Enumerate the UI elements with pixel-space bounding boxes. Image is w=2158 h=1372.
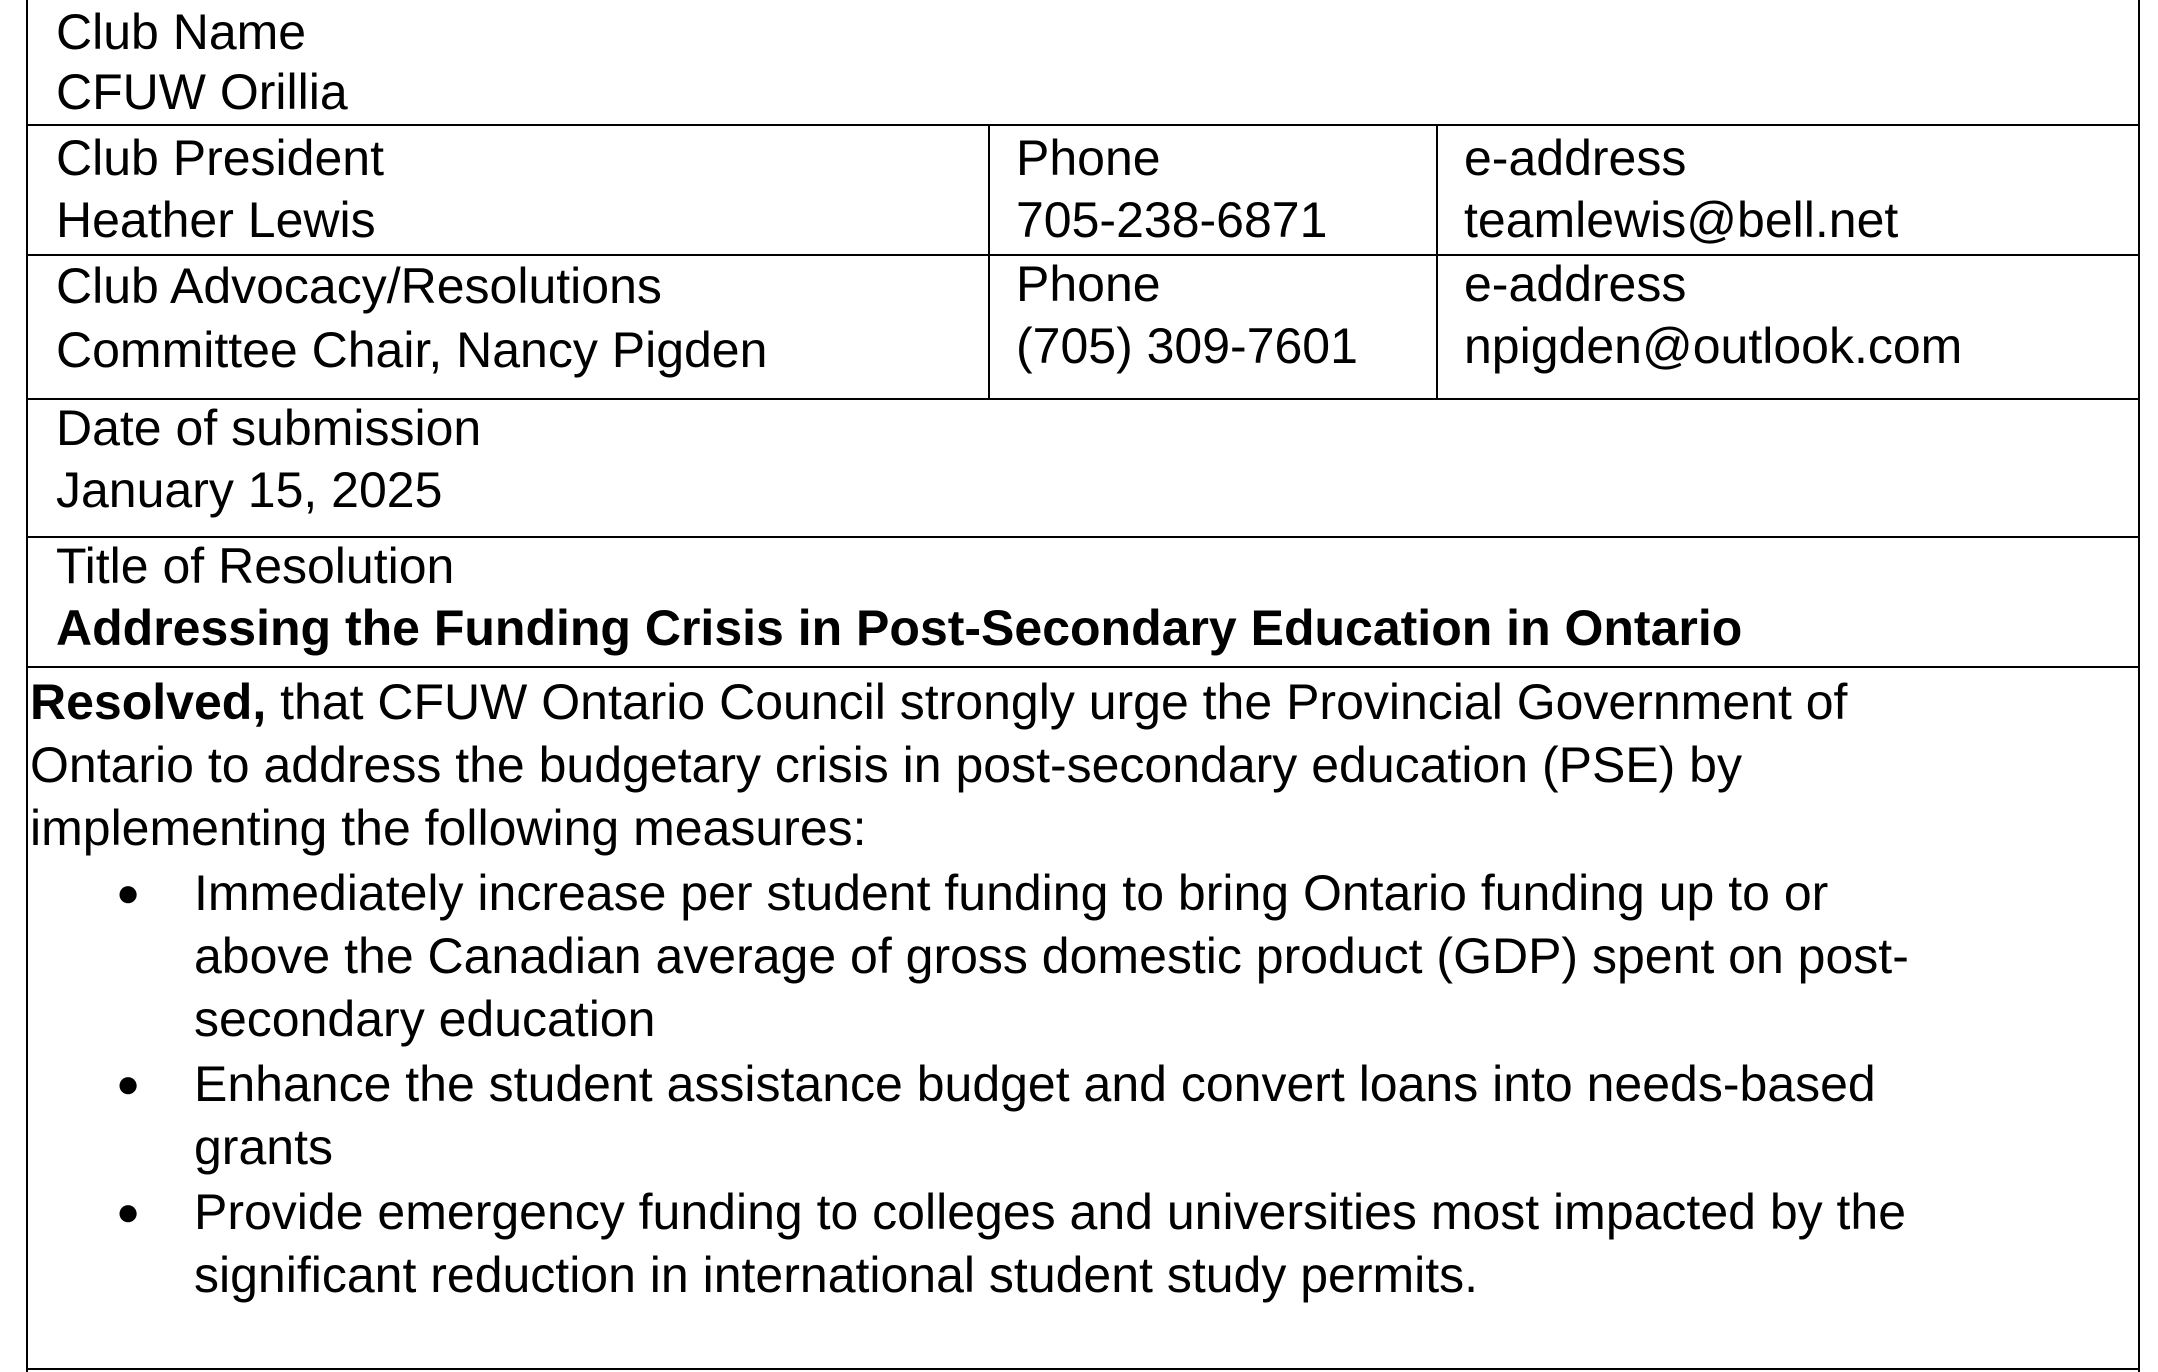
- advocacy-phone-label: Phone: [1016, 256, 1161, 312]
- club-name-row: [28, 0, 2138, 126]
- bullet-icon: ●: [116, 1190, 141, 1234]
- president-phone-cell: [988, 126, 1436, 254]
- advocacy-label: Club Advocacy/Resolutions: [56, 258, 662, 314]
- bullet-3-line-2: significant reduction in international student study permits.: [194, 1247, 1479, 1303]
- resolution-title-label: Title of Resolution: [56, 538, 455, 594]
- president-label: Club President: [56, 130, 384, 186]
- bullet-3-line-1: Provide emergency funding to colleges and universities most impacted by the: [194, 1184, 1907, 1240]
- bullet-icon: ●: [116, 871, 141, 915]
- president-name: Heather Lewis: [56, 192, 376, 248]
- club-name-value: CFUW Orillia: [56, 64, 348, 120]
- bullet-1-line-1: Immediately increase per student funding to bring Ontario funding up to or: [194, 865, 1829, 921]
- president-email-cell: [1436, 126, 2138, 254]
- advocacy-email: npigden@outlook.com: [1464, 318, 1963, 374]
- submission-label: Date of submission: [56, 400, 482, 456]
- bullet-2-line-1: Enhance the student assistance budget and convert loans into needs-based: [194, 1056, 1876, 1112]
- resolution-line-3: implementing the following measures:: [30, 800, 867, 856]
- advocacy-phone-cell: [988, 256, 1436, 398]
- president-email-label: e-address: [1464, 130, 1687, 186]
- resolution-line-2: Ontario to address the budgetary crisis in post-secondary education (PSE) by: [30, 737, 1742, 793]
- submission-row: [28, 400, 2138, 538]
- bullet-icon: ●: [116, 1062, 141, 1106]
- bullet-1-line-2: above the Canadian average of gross domestic product (GDP) spent on post-: [194, 928, 1909, 984]
- resolution-form-table: [26, 0, 2140, 1372]
- advocacy-email-label: e-address: [1464, 256, 1687, 312]
- submission-date: January 15, 2025: [56, 462, 443, 518]
- resolution-line-1-text: that CFUW Ontario Council strongly urge the Provincial Government of: [266, 674, 1848, 730]
- advocacy-row: [28, 256, 2138, 400]
- resolved-lead: Resolved,: [30, 674, 267, 730]
- table-bottom-border: [26, 1368, 2140, 1370]
- president-name-cell: [28, 126, 988, 254]
- president-phone-label: Phone: [1016, 130, 1161, 186]
- resolution-title: Addressing the Funding Crisis in Post-Secondary Education in Ontario: [56, 600, 1743, 656]
- bullet-1-line-3: secondary education: [194, 991, 656, 1047]
- club-name-label: Club Name: [56, 4, 307, 60]
- president-email: teamlewis@bell.net: [1464, 192, 1899, 248]
- president-row: [28, 126, 2138, 256]
- advocacy-name: Committee Chair, Nancy Pigden: [56, 322, 768, 378]
- advocacy-phone: (705) 309-7601: [1016, 318, 1358, 374]
- bullet-2-line-2: grants: [194, 1119, 333, 1175]
- advocacy-name-cell: [28, 256, 988, 398]
- resolution-line-1: [30, 670, 1847, 734]
- president-phone: 705-238-6871: [1016, 192, 1328, 248]
- resolution-title-row: [28, 538, 2138, 668]
- advocacy-email-cell: [1436, 256, 2138, 398]
